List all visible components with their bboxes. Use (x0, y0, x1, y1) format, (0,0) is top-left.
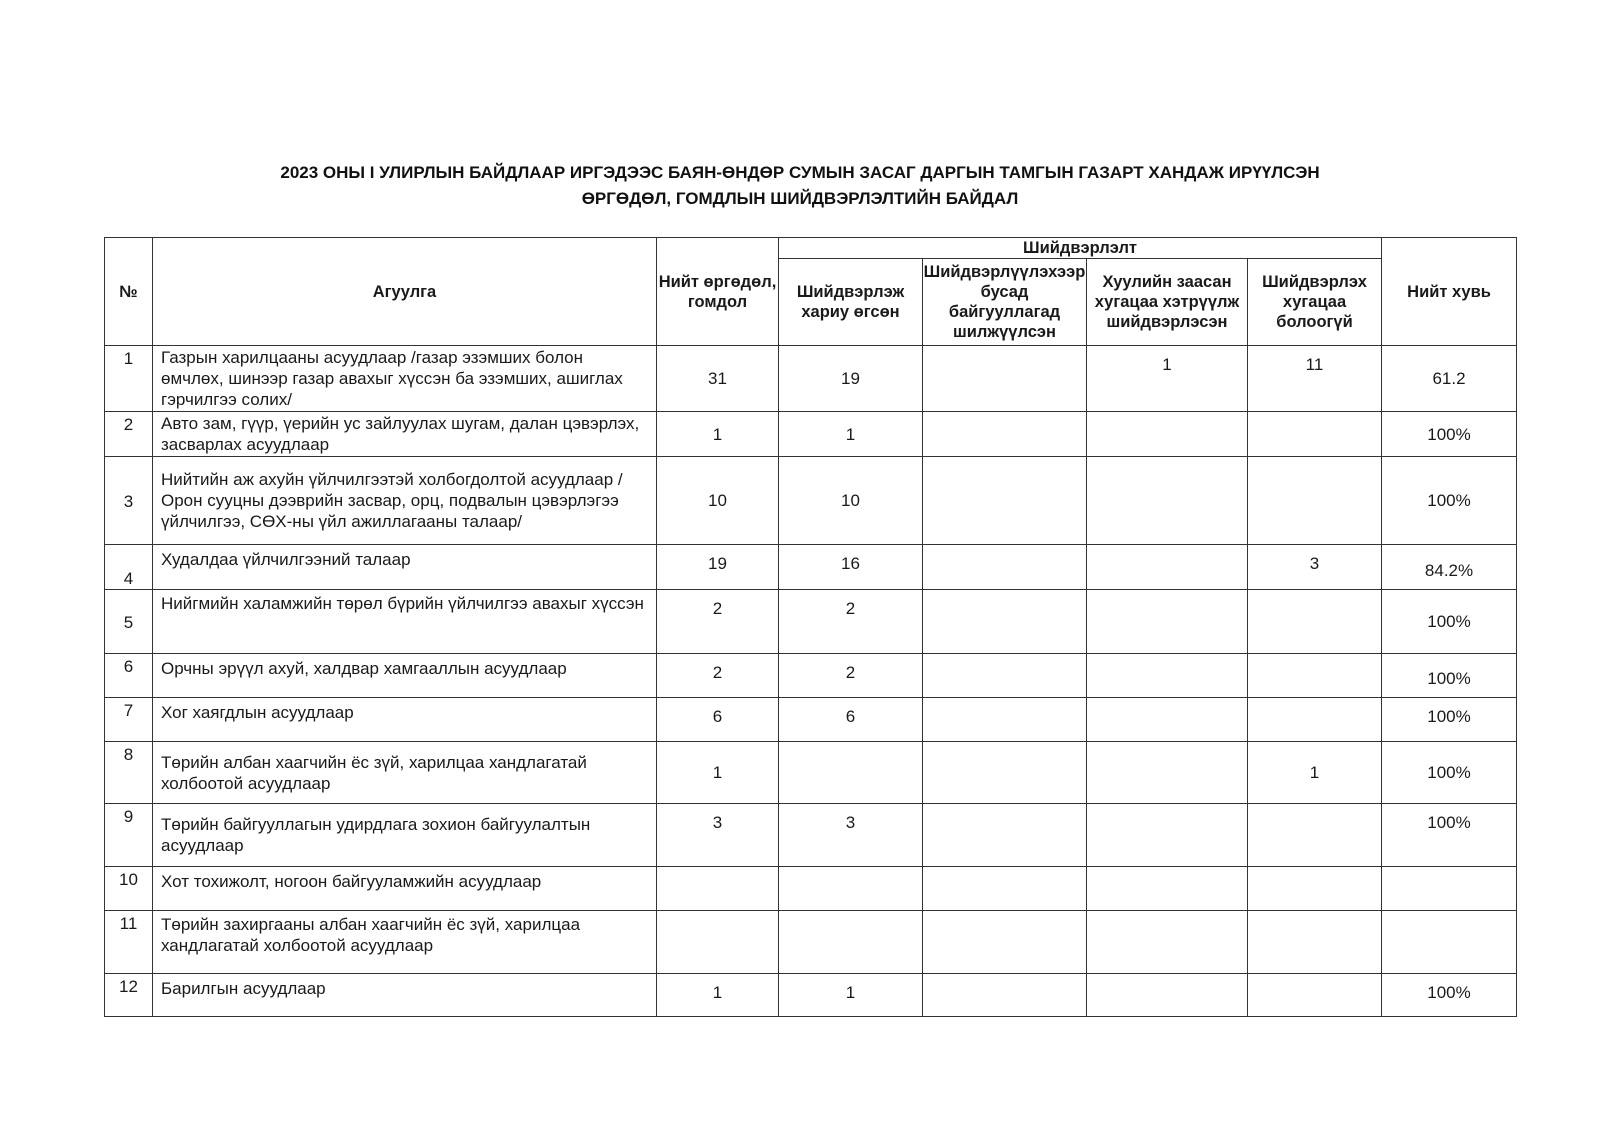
header-resolved: Шийдвэрлэж хариу өгсөн (779, 259, 923, 346)
row-total: 19 (657, 545, 779, 590)
row-resolved: 2 (779, 654, 923, 698)
table-row (105, 545, 1517, 590)
row-total (657, 867, 779, 911)
row-content: Барилгын асуудлаар (153, 974, 657, 1017)
row-percent: 100% (1382, 457, 1517, 545)
row-transferred (923, 911, 1087, 974)
row-total: 1 (657, 974, 779, 1017)
row-content: Төрийн байгууллагын удирдлага зохион байгуулалтын асуудлаар (153, 804, 657, 867)
row-resolved: 2 (779, 590, 923, 654)
row-percent (1382, 911, 1517, 974)
row-percent: 100% (1382, 698, 1517, 742)
row-content: Төрийн албан хаагчийн ёс зүй, харилцаа хандлагатай холбоотой асуудлаар (153, 742, 657, 804)
row-number: 4 (105, 545, 153, 590)
row-transferred (923, 804, 1087, 867)
row-pending: 11 (1248, 346, 1382, 412)
row-number: 8 (105, 742, 153, 804)
row-resolved: 3 (779, 804, 923, 867)
table-row (105, 698, 1517, 742)
row-percent: 100% (1382, 804, 1517, 867)
row-pending: 3 (1248, 545, 1382, 590)
row-resolved (779, 742, 923, 804)
table-row (105, 804, 1517, 867)
row-transferred (923, 590, 1087, 654)
row-pending (1248, 974, 1382, 1017)
header-total: Нийт өргөдөл, гомдол (657, 238, 779, 346)
row-transferred (923, 457, 1087, 545)
complaints-table (104, 237, 1517, 1017)
row-extended (1087, 804, 1248, 867)
row-content: Орчны эрүүл ахуй, халдвар хамгааллын асуудлаар (153, 654, 657, 698)
header-content: Агуулга (153, 238, 657, 346)
row-number: 9 (105, 804, 153, 867)
row-extended (1087, 457, 1248, 545)
row-content: Газрын харилцааны асуудлаар /газар эзэмших болон өмчлөх, шинээр газар авахыг хүссэн ба эзэмших, ашиглах гэрчилгээ солих/ (153, 346, 657, 412)
row-content: Хот тохижолт, ногоон байгууламжийн асуудлаар (153, 867, 657, 911)
row-total: 3 (657, 804, 779, 867)
table-row (105, 974, 1517, 1017)
header-pending: Шийдвэрлэх хугацаа болоогүй (1248, 259, 1382, 346)
row-extended (1087, 545, 1248, 590)
document-title (100, 160, 1500, 212)
row-percent (1382, 867, 1517, 911)
row-extended (1087, 867, 1248, 911)
row-transferred (923, 698, 1087, 742)
row-pending (1248, 590, 1382, 654)
row-pending (1248, 412, 1382, 457)
row-pending (1248, 867, 1382, 911)
row-resolved: 16 (779, 545, 923, 590)
row-number: 12 (105, 974, 153, 1017)
row-content: Худалдаа үйлчилгээний талаар (153, 545, 657, 590)
table-row (105, 867, 1517, 911)
row-number: 5 (105, 590, 153, 654)
row-total: 2 (657, 654, 779, 698)
row-percent: 100% (1382, 742, 1517, 804)
row-pending (1248, 911, 1382, 974)
header-transferred: Шийдвэрлүүлэхээр бусад байгууллагад шилжүүлсэн (923, 259, 1087, 346)
row-number: 11 (105, 911, 153, 974)
row-number: 10 (105, 867, 153, 911)
row-extended (1087, 590, 1248, 654)
header-no: № (105, 238, 153, 346)
row-extended (1087, 412, 1248, 457)
row-transferred (923, 545, 1087, 590)
row-pending (1248, 698, 1382, 742)
row-number: 3 (105, 457, 153, 545)
table-row (105, 742, 1517, 804)
row-percent: 100% (1382, 590, 1517, 654)
row-resolved (779, 867, 923, 911)
row-extended (1087, 698, 1248, 742)
table-row (105, 590, 1517, 654)
table-row (105, 457, 1517, 545)
row-total: 6 (657, 698, 779, 742)
row-number: 6 (105, 654, 153, 698)
row-transferred (923, 742, 1087, 804)
row-content: Нийгмийн халамжийн төрөл бүрийн үйлчилгээ авахыг хүссэн (153, 590, 657, 654)
table-row (105, 911, 1517, 974)
row-percent: 100% (1382, 654, 1517, 698)
row-percent: 100% (1382, 974, 1517, 1017)
table-row (105, 412, 1517, 457)
row-extended: 1 (1087, 346, 1248, 412)
row-pending (1248, 457, 1382, 545)
row-total: 31 (657, 346, 779, 412)
row-content: Авто зам, гүүр, үерийн ус зайлуулах шугам, далан цэвэрлэх, засварлах асуудлаар (153, 412, 657, 457)
table-row (105, 346, 1517, 412)
row-resolved: 1 (779, 974, 923, 1017)
row-transferred (923, 654, 1087, 698)
row-total: 1 (657, 412, 779, 457)
row-total: 1 (657, 742, 779, 804)
row-number: 2 (105, 412, 153, 457)
row-number: 1 (105, 346, 153, 412)
row-percent: 61.2 (1382, 346, 1517, 412)
row-total: 2 (657, 590, 779, 654)
row-pending (1248, 804, 1382, 867)
row-transferred (923, 974, 1087, 1017)
row-resolved: 6 (779, 698, 923, 742)
header-resolution-group: Шийдвэрлэлт (779, 238, 1382, 259)
row-percent: 100% (1382, 412, 1517, 457)
header-percent: Нийт хувь (1382, 238, 1517, 346)
row-content: Нийтийн аж ахуйн үйлчилгээтэй холбогдолтой асуудлаар /Орон сууцны дээврийн засвар, орц, подвалын цэвэрлэгээ үйлчилгээ, СӨХ-ны үйл ажиллагааны талаар/ (153, 457, 657, 545)
row-content: Төрийн захиргааны албан хаагчийн ёс зүй, харилцаа хандлагатай холбоотой асуудлаар (153, 911, 657, 974)
title-line-2: ӨРГӨДӨЛ, ГОМДЛЫН ШИЙДВЭРЛЭЛТИЙН БАЙДАЛ (581, 189, 1019, 208)
row-content: Хог хаягдлын асуудлаар (153, 698, 657, 742)
table-row (105, 654, 1517, 698)
row-resolved: 10 (779, 457, 923, 545)
row-number: 7 (105, 698, 153, 742)
row-total: 10 (657, 457, 779, 545)
row-extended (1087, 974, 1248, 1017)
row-percent: 84.2% (1382, 545, 1517, 590)
row-resolved: 19 (779, 346, 923, 412)
row-pending: 1 (1248, 742, 1382, 804)
row-pending (1248, 654, 1382, 698)
row-total (657, 911, 779, 974)
row-resolved (779, 911, 923, 974)
row-extended (1087, 654, 1248, 698)
header-extended: Хуулийн заасан хугацаа хэтрүүлж шийдвэрлэсэн (1087, 259, 1248, 346)
row-transferred (923, 346, 1087, 412)
row-resolved: 1 (779, 412, 923, 457)
row-extended (1087, 742, 1248, 804)
row-transferred (923, 867, 1087, 911)
row-transferred (923, 412, 1087, 457)
row-extended (1087, 911, 1248, 974)
title-line-1: 2023 ОНЫ I УЛИРЛЫН БАЙДЛААР ИРГЭДЭЭС БАЯН-ӨНДӨР СУМЫН ЗАСАГ ДАРГЫН ТАМГЫН ГАЗАРТ ХАНДАЖ ИРҮҮЛСЭН (280, 163, 1320, 182)
